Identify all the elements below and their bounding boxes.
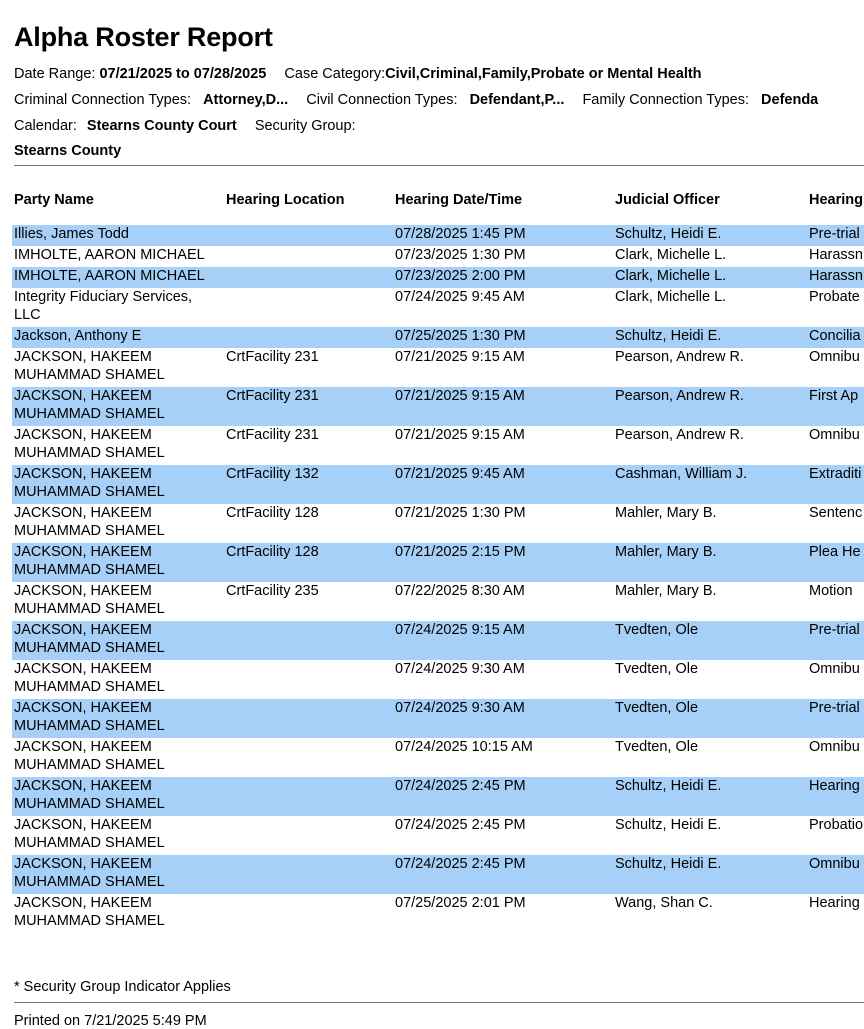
cell-hearing: Omnibu	[809, 427, 860, 443]
cell-hearing-datetime: 07/23/2025 2:00 PM	[395, 268, 526, 284]
cell-judicial-officer: Pearson, Andrew R.	[615, 349, 744, 365]
cell-hearing-location: CrtFacility 231	[226, 388, 319, 404]
cell-hearing-location: CrtFacility 128	[226, 505, 319, 521]
cell-party-name: Jackson, Anthony E	[14, 328, 142, 344]
table-row	[12, 855, 864, 894]
cell-hearing-datetime: 07/24/2025 9:30 AM	[395, 661, 525, 677]
cell-party-name: JACKSON, HAKEEM MUHAMMAD SHAMEL	[14, 583, 165, 617]
table-row	[12, 267, 864, 288]
cell-hearing-datetime: 07/25/2025 1:30 PM	[395, 328, 526, 344]
table-row	[12, 465, 864, 504]
cell-hearing: Concilia	[809, 328, 861, 344]
cell-party-name: JACKSON, HAKEEM MUHAMMAD SHAMEL	[14, 739, 165, 773]
cell-hearing-datetime: 07/21/2025 1:30 PM	[395, 505, 526, 521]
cell-judicial-officer: Pearson, Andrew R.	[615, 388, 744, 404]
table-row	[12, 225, 864, 246]
calendar-value: Stearns County Court	[86, 118, 237, 134]
cell-judicial-officer: Wang, Shan C.	[615, 895, 713, 911]
cell-hearing-location: CrtFacility 132	[226, 466, 319, 482]
cell-hearing: Hearing	[809, 895, 860, 911]
cell-hearing-datetime: 07/23/2025 1:30 PM	[395, 247, 526, 263]
civil-connection-label: Civil Connection Types:	[306, 92, 458, 108]
column-header-hearing: Hearing	[809, 192, 863, 208]
cell-party-name: JACKSON, HAKEEM MUHAMMAD SHAMEL	[14, 427, 165, 461]
cell-party-name: JACKSON, HAKEEM MUHAMMAD SHAMEL	[14, 856, 165, 890]
calendar-label: Calendar:	[14, 118, 77, 134]
table-row	[12, 246, 864, 267]
table-row	[12, 777, 864, 816]
cell-hearing: Harassn	[809, 247, 863, 263]
cell-hearing-location: CrtFacility 128	[226, 544, 319, 560]
cell-hearing: Omnibu	[809, 739, 860, 755]
cell-judicial-officer: Cashman, William J.	[615, 466, 748, 482]
table-row	[12, 816, 864, 855]
cell-judicial-officer: Schultz, Heidi E.	[615, 328, 722, 344]
cell-party-name: JACKSON, HAKEEM MUHAMMAD SHAMEL	[14, 778, 165, 812]
cell-hearing: Motion	[809, 583, 853, 599]
table-row	[12, 660, 864, 699]
security-group-label: Security Group:	[254, 118, 356, 134]
table-row	[12, 387, 864, 426]
table-row	[12, 894, 864, 933]
column-header-judicial-officer: Judicial Officer	[615, 192, 720, 208]
criminal-connection-label: Criminal Connection Types:	[14, 92, 192, 108]
cell-hearing: Probate	[809, 289, 860, 305]
printed-timestamp: Printed on 7/21/2025 5:49 PM	[14, 1013, 207, 1029]
cell-party-name: JACKSON, HAKEEM MUHAMMAD SHAMEL	[14, 466, 165, 500]
cell-party-name: JACKSON, HAKEEM MUHAMMAD SHAMEL	[14, 700, 165, 734]
table-row	[12, 582, 864, 621]
cell-party-name: Integrity Fiduciary Services, LLC	[14, 289, 193, 323]
table-row	[12, 738, 864, 777]
security-footnote: * Security Group Indicator Applies	[14, 979, 231, 995]
table-row	[12, 348, 864, 387]
cell-hearing-datetime: 07/24/2025 9:45 AM	[395, 289, 525, 305]
cell-party-name: Illies, James Todd	[14, 226, 129, 242]
cell-judicial-officer: Tvedten, Ole	[615, 700, 699, 716]
cell-hearing-datetime: 07/28/2025 1:45 PM	[395, 226, 526, 242]
column-header-hearing-location: Hearing Location	[226, 192, 345, 208]
cell-hearing: Omnibu	[809, 349, 860, 365]
table-row	[12, 621, 864, 660]
table-row	[12, 288, 864, 327]
cell-judicial-officer: Mahler, Mary B.	[615, 544, 717, 560]
cell-party-name: JACKSON, HAKEEM MUHAMMAD SHAMEL	[14, 661, 165, 695]
table-row	[12, 327, 864, 348]
meta-line-security-group	[14, 143, 121, 159]
cell-judicial-officer: Schultz, Heidi E.	[615, 856, 722, 872]
cell-hearing: Harassn	[809, 268, 863, 284]
case-category-label: Case Category:	[284, 66, 386, 82]
column-header-party-name: Party Name	[14, 192, 94, 208]
cell-hearing: Sentenc	[809, 505, 863, 521]
meta-line-connection-types	[14, 92, 818, 108]
cell-judicial-officer: Mahler, Mary B.	[615, 583, 717, 599]
cell-party-name: JACKSON, HAKEEM MUHAMMAD SHAMEL	[14, 544, 165, 578]
cell-hearing-datetime: 07/25/2025 2:01 PM	[395, 895, 526, 911]
cell-party-name: JACKSON, HAKEEM MUHAMMAD SHAMEL	[14, 895, 165, 929]
cell-hearing-datetime: 07/22/2025 8:30 AM	[395, 583, 525, 599]
family-connection-label: Family Connection Types:	[582, 92, 749, 108]
cell-hearing-datetime: 07/21/2025 9:45 AM	[395, 466, 525, 482]
family-connection-value: Defenda	[761, 92, 819, 108]
cell-hearing: Omnibu	[809, 856, 860, 872]
meta-line-date-range	[14, 66, 702, 82]
cell-hearing-datetime: 07/21/2025 9:15 AM	[395, 427, 525, 443]
cell-hearing-datetime: 07/21/2025 2:15 PM	[395, 544, 526, 560]
cell-party-name: JACKSON, HAKEEM MUHAMMAD SHAMEL	[14, 817, 165, 851]
roster-table-body	[12, 225, 864, 933]
cell-hearing-location: CrtFacility 235	[226, 583, 319, 599]
cell-hearing-datetime: 07/24/2025 2:45 PM	[395, 778, 526, 794]
cell-hearing: Extraditi	[809, 466, 862, 482]
cell-judicial-officer: Tvedten, Ole	[615, 739, 699, 755]
cell-hearing: Omnibu	[809, 661, 860, 677]
cell-hearing-datetime: 07/24/2025 2:45 PM	[395, 856, 526, 872]
cell-judicial-officer: Schultz, Heidi E.	[615, 226, 722, 242]
cell-judicial-officer: Schultz, Heidi E.	[615, 778, 722, 794]
cell-party-name: JACKSON, HAKEEM MUHAMMAD SHAMEL	[14, 622, 165, 656]
cell-judicial-officer: Pearson, Andrew R.	[615, 427, 744, 443]
cell-judicial-officer: Tvedten, Ole	[615, 622, 699, 638]
cell-hearing-datetime: 07/24/2025 2:45 PM	[395, 817, 526, 833]
column-header-hearing-datetime: Hearing Date/Time	[395, 192, 523, 208]
cell-party-name: JACKSON, HAKEEM MUHAMMAD SHAMEL	[14, 349, 165, 383]
footer-divider	[14, 1002, 864, 1003]
case-category-value: Civil,Criminal,Family,Probate or Mental Health	[385, 66, 702, 82]
cell-judicial-officer: Schultz, Heidi E.	[615, 817, 722, 833]
cell-judicial-officer: Clark, Michelle L.	[615, 289, 727, 305]
cell-hearing: Probatio	[809, 817, 864, 833]
date-range-label: Date Range:	[14, 66, 96, 82]
table-row	[12, 543, 864, 582]
cell-party-name: IMHOLTE, AARON MICHAEL	[14, 247, 205, 263]
cell-hearing: Plea He	[809, 544, 861, 560]
header-divider	[14, 165, 864, 166]
table-row	[12, 699, 864, 738]
cell-hearing: Pre-trial	[809, 622, 860, 638]
cell-hearing-datetime: 07/24/2025 10:15 AM	[395, 739, 533, 755]
cell-hearing: Hearing	[809, 778, 860, 794]
security-group-value: Stearns County	[14, 143, 122, 159]
meta-line-calendar	[14, 118, 356, 134]
date-range-value: 07/21/2025 to 07/28/2025	[99, 66, 267, 82]
cell-party-name: JACKSON, HAKEEM MUHAMMAD SHAMEL	[14, 388, 165, 422]
cell-hearing: Pre-trial	[809, 226, 860, 242]
civil-connection-value: Defendant,P...	[469, 92, 565, 108]
cell-hearing-datetime: 07/21/2025 9:15 AM	[395, 349, 525, 365]
cell-hearing-datetime: 07/21/2025 9:15 AM	[395, 388, 525, 404]
cell-hearing-location: CrtFacility 231	[226, 349, 319, 365]
cell-hearing-location: CrtFacility 231	[226, 427, 319, 443]
cell-hearing-datetime: 07/24/2025 9:15 AM	[395, 622, 525, 638]
cell-judicial-officer: Clark, Michelle L.	[615, 247, 727, 263]
table-row	[12, 426, 864, 465]
cell-judicial-officer: Clark, Michelle L.	[615, 268, 727, 284]
report-title: Alpha Roster Report	[14, 22, 273, 52]
cell-judicial-officer: Mahler, Mary B.	[615, 505, 717, 521]
criminal-connection-value: Attorney,D...	[203, 92, 289, 108]
cell-party-name: JACKSON, HAKEEM MUHAMMAD SHAMEL	[14, 505, 165, 539]
cell-hearing: Pre-trial	[809, 700, 860, 716]
table-row	[12, 504, 864, 543]
cell-party-name: IMHOLTE, AARON MICHAEL	[14, 268, 205, 284]
cell-judicial-officer: Tvedten, Ole	[615, 661, 699, 677]
cell-hearing: First Ap	[809, 388, 859, 404]
cell-hearing-datetime: 07/24/2025 9:30 AM	[395, 700, 525, 716]
